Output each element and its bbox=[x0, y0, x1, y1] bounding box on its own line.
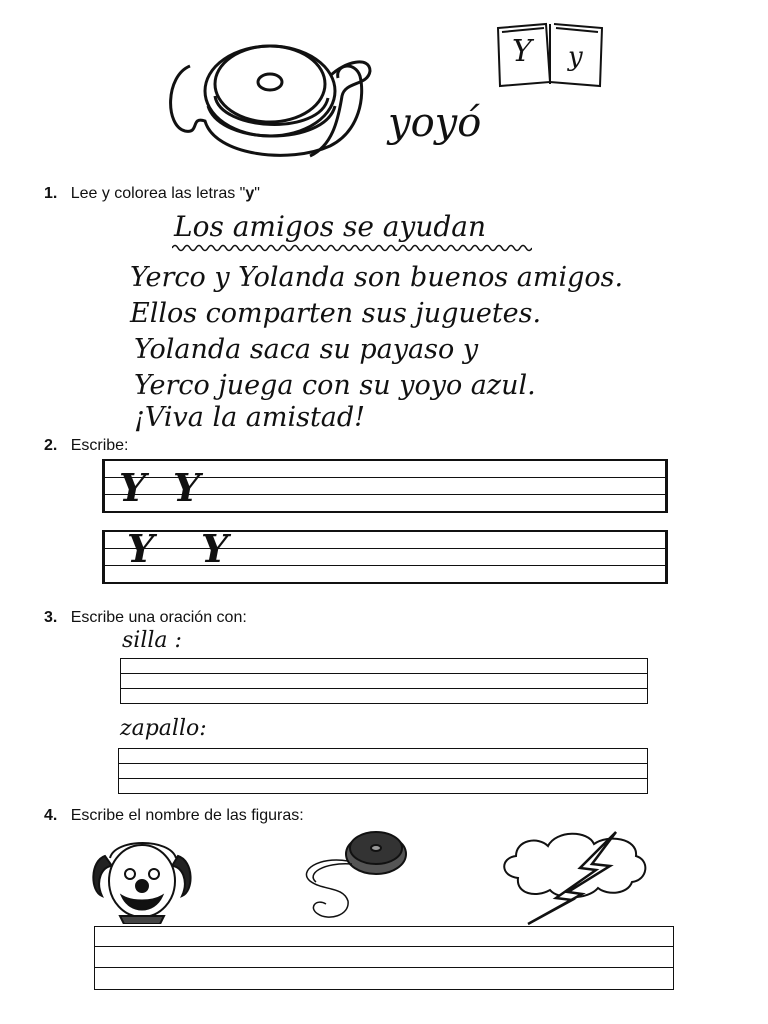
question-text: Escribe: bbox=[70, 437, 129, 454]
yoyo-icon bbox=[160, 36, 375, 166]
question-number: 3. bbox=[44, 609, 58, 626]
wavy-underline bbox=[172, 243, 532, 253]
header-word: yoyó bbox=[388, 100, 482, 146]
model-letter: Y bbox=[201, 526, 229, 571]
question-text: Escribe el nombre de las figuras: bbox=[70, 807, 304, 824]
writing-box-2[interactable] bbox=[102, 526, 668, 584]
question-text-end: " bbox=[254, 185, 260, 202]
question-number: 2. bbox=[44, 437, 58, 454]
book-icon bbox=[494, 20, 606, 90]
target-letter: y bbox=[245, 185, 255, 202]
reading-line: ¡Viva la amistad! bbox=[134, 402, 366, 433]
question-number: 4. bbox=[44, 807, 58, 824]
question-text: Lee y colorea las letras " bbox=[70, 185, 246, 202]
model-letter: Y bbox=[127, 526, 155, 571]
question-2 bbox=[44, 436, 128, 456]
reading-line: Yolanda saca su payaso y bbox=[134, 334, 479, 365]
book-letter-lower: y bbox=[568, 42, 583, 72]
reading-line: Yerco y Yolanda son buenos amigos. bbox=[130, 262, 624, 293]
yoyo-small-icon bbox=[298, 826, 413, 926]
model-letter: Y bbox=[173, 465, 201, 510]
reading-line: Ellos comparten sus juguetes. bbox=[130, 298, 542, 329]
sentence-box-2[interactable] bbox=[118, 748, 648, 794]
reading-line: Yerco juega con su yoyo azul. bbox=[134, 370, 536, 401]
question-3 bbox=[44, 608, 247, 628]
model-letter: Y bbox=[119, 465, 147, 510]
sentence-box-1[interactable] bbox=[120, 658, 648, 704]
book-letter-upper: Y bbox=[512, 34, 532, 69]
question-1 bbox=[44, 184, 260, 204]
word-label-zapallo: zapallo: bbox=[120, 716, 207, 741]
word-label-silla: silla : bbox=[122, 628, 182, 653]
lightning-cloud-icon bbox=[498, 828, 653, 926]
question-text: Escribe una oración con: bbox=[70, 609, 247, 626]
clown-icon bbox=[90, 836, 195, 924]
question-4 bbox=[44, 806, 304, 826]
question-number: 1. bbox=[44, 185, 58, 202]
reading-title: Los amigos se ayudan bbox=[174, 210, 487, 243]
writing-box-1[interactable] bbox=[102, 459, 668, 513]
names-box[interactable] bbox=[94, 926, 674, 990]
